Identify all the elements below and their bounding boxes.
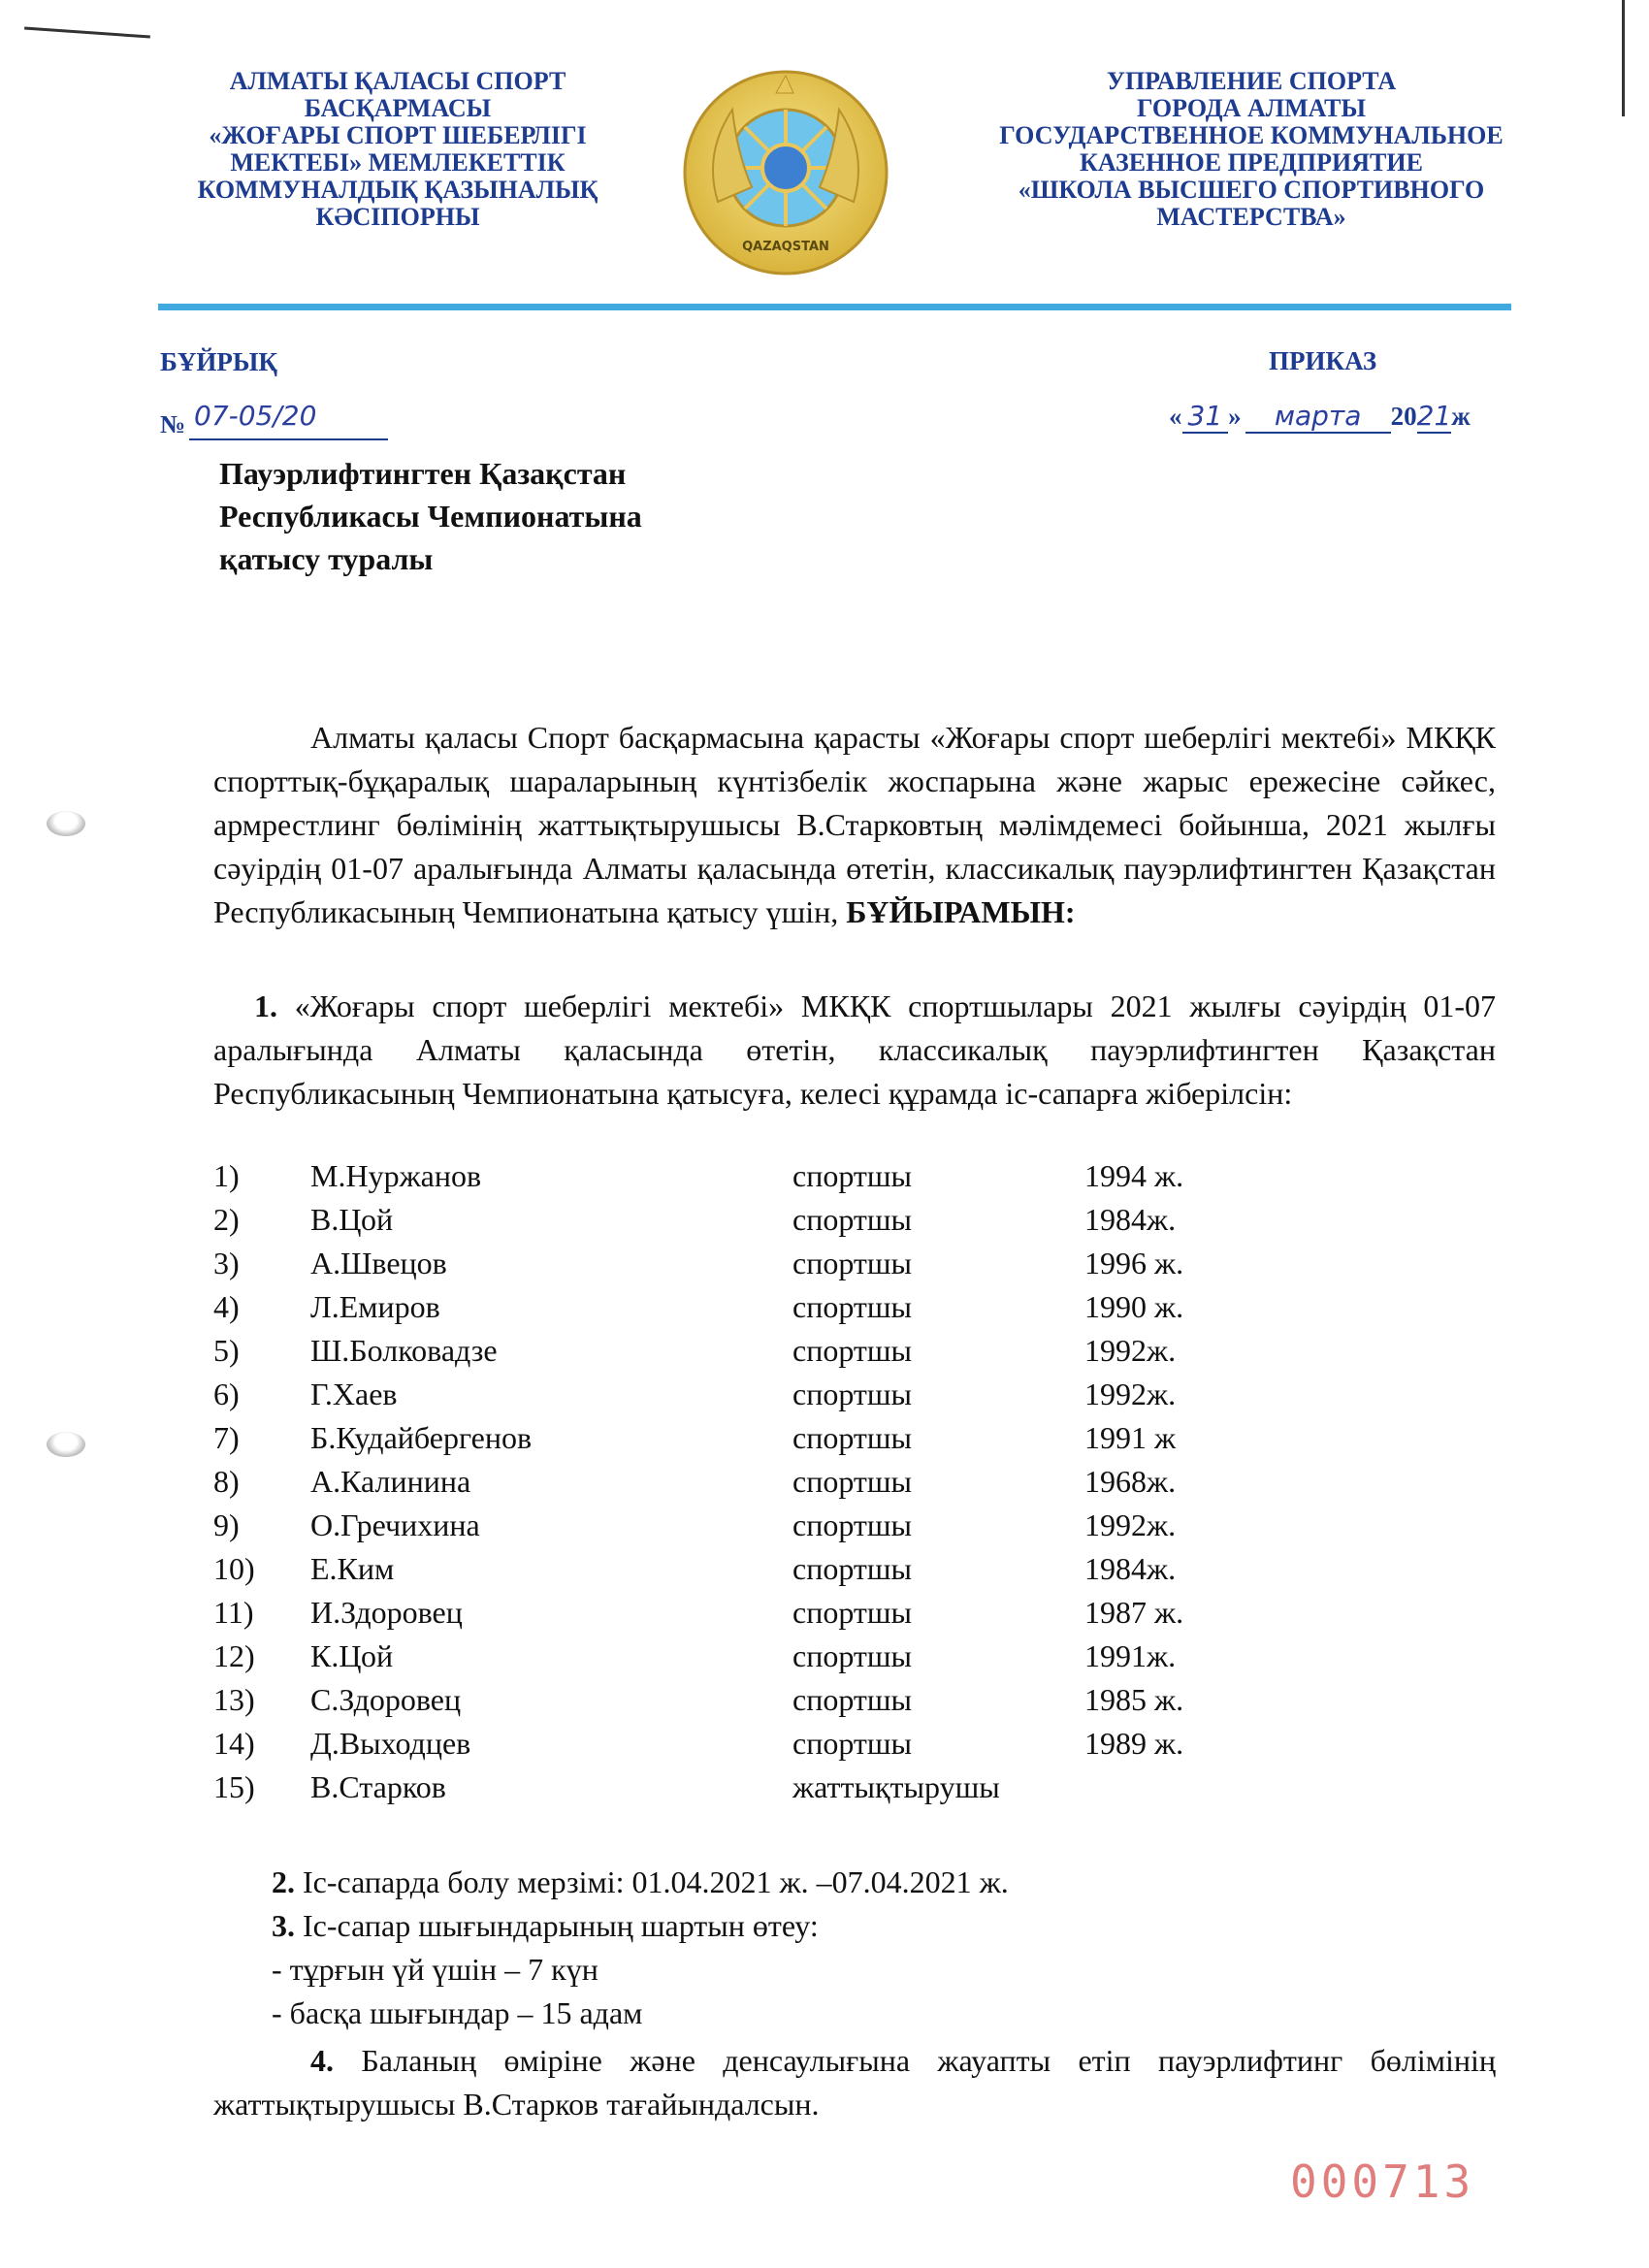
participant-role: спортшы: [792, 1682, 913, 1717]
date-quote-close: »: [1228, 402, 1242, 431]
participant-name: Е.Ким: [310, 1551, 395, 1586]
order-number-underline: [189, 438, 388, 440]
item-1-text: «Жоғары спорт шеберлігі мектебі» МКҚК спортшылары 2021 жылғы сәуірдің 01-07 аралығында Алматы қаласында өтетін, классикалық пауэрлифтингтен Қазақстан Республикасының Чемпионатына қатысуға, келесі құрамда іс-сапарға жіберілсін:: [213, 988, 1497, 1111]
participant-name: К.Цой: [310, 1638, 394, 1673]
item-1: [213, 985, 1496, 1116]
participant-role: спортшы: [792, 1158, 913, 1193]
participant-name: Б.Кудайбергенов: [310, 1420, 533, 1455]
participant-number: 8): [213, 1464, 240, 1499]
item-3-number: 3.: [272, 1908, 295, 1943]
participant-number: 9): [213, 1507, 240, 1542]
participant-name: М.Нуржанов: [310, 1158, 482, 1193]
participant-birth-year: 1991 ж: [1084, 1420, 1177, 1455]
header-left-line: БАСҚАРМАСЫ: [304, 94, 492, 122]
participant-number: 12): [213, 1638, 255, 1673]
participant-role: спортшы: [792, 1246, 913, 1280]
item-2: [272, 1861, 1009, 1904]
participant-name: В.Старков: [310, 1769, 446, 1804]
participant-name: А.Калинина: [310, 1464, 471, 1499]
participant-name: Д.Выходцев: [310, 1726, 471, 1761]
participant-role: спортшы: [792, 1595, 913, 1630]
participant-number: 13): [213, 1682, 255, 1717]
participant-name: В.Цой: [310, 1202, 394, 1237]
participant-number: 14): [213, 1726, 255, 1761]
participant-role: спортшы: [792, 1333, 913, 1368]
serial-number-stamp: 000713: [1290, 2155, 1475, 2208]
emblem-caption: QAZAQSTAN: [742, 240, 829, 254]
participant-name: Л.Емиров: [310, 1289, 440, 1324]
participant-birth-year: 1992ж.: [1084, 1507, 1177, 1542]
participant-number: 2): [213, 1202, 240, 1237]
doc-label-kz: БҰЙРЫҚ: [160, 347, 277, 376]
item-4-number: 4.: [310, 2043, 334, 2078]
punch-hole: [47, 811, 85, 836]
participant-number: 15): [213, 1769, 255, 1804]
participant-birth-year: 1989 ж.: [1084, 1726, 1184, 1761]
header-right-line: ГОРОДА АЛМАТЫ: [1137, 94, 1366, 122]
participant-number: 11): [213, 1595, 254, 1630]
doc-title: [219, 452, 642, 580]
participant-name: Г.Хаев: [310, 1377, 398, 1411]
participant-number: 7): [213, 1420, 240, 1455]
item-3-sub-1: - тұрғын үй үшін – 7 күн: [272, 1952, 598, 1987]
participant-name: О.Гречихина: [310, 1507, 480, 1542]
participant-birth-year: 1985 ж.: [1084, 1682, 1184, 1717]
header-right-line: УПРАВЛЕНИЕ СПОРТА: [1106, 67, 1397, 95]
participant-birth-year: 1994 ж.: [1084, 1158, 1184, 1193]
doc-label-ru: ПРИКАЗ: [1269, 346, 1377, 375]
header-left-line: АЛМАТЫ ҚАЛАСЫ СПОРТ: [229, 67, 566, 95]
punch-hole: [47, 1432, 85, 1457]
participant-birth-year: 1991ж.: [1084, 1638, 1177, 1673]
participant-role: спортшы: [792, 1464, 913, 1499]
doc-title-line: Республикасы Чемпионатына: [219, 499, 642, 534]
order-number-prefix: №: [160, 410, 186, 438]
date-month: марта: [1245, 400, 1391, 434]
header-right-line: МАСТЕРСТВА»: [1156, 203, 1346, 231]
participant-name: Ш.Болковадзе: [310, 1333, 498, 1368]
item-3-text: Іс-сапар шығындарының шартын өтеу:: [303, 1908, 819, 1943]
header-left-line: «ЖОҒАРЫ СПОРТ ШЕБЕРЛІГІ: [209, 121, 587, 149]
header-right-line: КАЗЕННОЕ ПРЕДПРИЯТИЕ: [1080, 148, 1423, 177]
participant-role: спортшы: [792, 1289, 913, 1324]
doc-title-line: қатысу туралы: [219, 541, 434, 576]
participant-role: спортшы: [792, 1507, 913, 1542]
participant-name: И.Здоровец: [310, 1595, 463, 1630]
participant-number: 10): [213, 1551, 255, 1586]
participant-birth-year: 1992ж.: [1084, 1333, 1177, 1368]
participant-name: А.Швецов: [310, 1246, 447, 1280]
order-date: [1169, 400, 1471, 434]
participant-birth-year: 1968ж.: [1084, 1464, 1177, 1499]
state-emblem: [679, 66, 892, 279]
participant-number: 5): [213, 1333, 240, 1368]
participant-number: 3): [213, 1246, 240, 1280]
header-left-line: КОММУНАЛДЫҚ ҚАЗЫНАЛЫҚ: [197, 176, 598, 204]
header-divider: [158, 304, 1511, 310]
item-3: [272, 1904, 819, 1948]
participant-role: жаттықтырушы: [792, 1769, 1000, 1804]
preamble-order-word: БҰЙЫРАМЫН:: [846, 894, 1076, 929]
header-left-line: КӘСІПОРНЫ: [315, 203, 480, 231]
participant-role: спортшы: [792, 1726, 913, 1761]
item-2-text: Іс-сапарда болу мерзімі: 01.04.2021 ж. –07.04.2021 ж.: [303, 1864, 1009, 1899]
scan-border: [1622, 0, 1625, 116]
date-suffix: ж: [1451, 402, 1471, 431]
item-4-text: Баланың өміріне және денсаулығына жауапты етіп пауэрлифтинг бөлімінің жаттықтырушысы В.Старков тағайындалсын.: [213, 2043, 1497, 2122]
date-year-prefix: 20: [1390, 402, 1417, 431]
participant-birth-year: 1992ж.: [1084, 1377, 1177, 1411]
participant-role: спортшы: [792, 1551, 913, 1586]
item-3-sub-2: - басқа шығындар – 15 адам: [272, 1995, 643, 2030]
header-right-org: [960, 68, 1542, 231]
participant-role: спортшы: [792, 1202, 913, 1237]
date-day: 31: [1182, 400, 1229, 434]
participant-role: спортшы: [792, 1377, 913, 1411]
date-quote-open: «: [1169, 402, 1182, 431]
date-year: 21: [1416, 400, 1452, 432]
participant-role: спортшы: [792, 1638, 913, 1673]
participant-birth-year: 1987 ж.: [1084, 1595, 1184, 1630]
item-1-number: 1.: [254, 988, 277, 1023]
participant-birth-year: 1990 ж.: [1084, 1289, 1184, 1324]
scan-mark: [24, 26, 150, 38]
header-right-line: ГОСУДАРСТВЕННОЕ КОММУНАЛЬНОЕ: [999, 121, 1504, 149]
header-left-line: МЕКТЕБІ» МЕМЛЕКЕТТІК: [230, 148, 566, 177]
participant-name: С.Здоровец: [310, 1682, 462, 1717]
participant-birth-year: 1996 ж.: [1084, 1246, 1184, 1280]
participant-birth-year: 1984ж.: [1084, 1202, 1177, 1237]
participant-birth-year: 1984ж.: [1084, 1551, 1177, 1586]
preamble-paragraph: [213, 716, 1496, 934]
header-left-org: [146, 68, 650, 231]
participant-number: 4): [213, 1289, 240, 1324]
header-right-line: «ШКОЛА ВЫСШЕГО СПОРТИВНОГО: [1018, 176, 1485, 204]
doc-title-line: Пауэрлифтингтен Қазақстан: [219, 456, 627, 491]
item-4: [213, 2039, 1496, 2126]
participant-number: 6): [213, 1377, 240, 1411]
item-2-number: 2.: [272, 1864, 295, 1899]
participant-number: 1): [213, 1158, 240, 1193]
participant-role: спортшы: [792, 1420, 913, 1455]
order-number-handwritten: 07-05/20: [194, 400, 317, 432]
preamble-text: Алматы қаласы Спорт басқармасына қарасты «Жоғары спорт шеберлігі мектебі» МКҚК спорттық-бұқаралық шараларының күнтізбелік жоспарына және жарыс ережесіне сәйкес, армрестлинг бөлімінің жаттықтырушысы В.Старковтың мәлімдемесі бойынша, 2021 жылғы сәуірдің 01-07 аралығында Алматы қаласында өтетін, классикалық пауэрлифтингтен Қазақстан Республикасының Чемпионатына қатысу үшін,: [213, 720, 1496, 929]
